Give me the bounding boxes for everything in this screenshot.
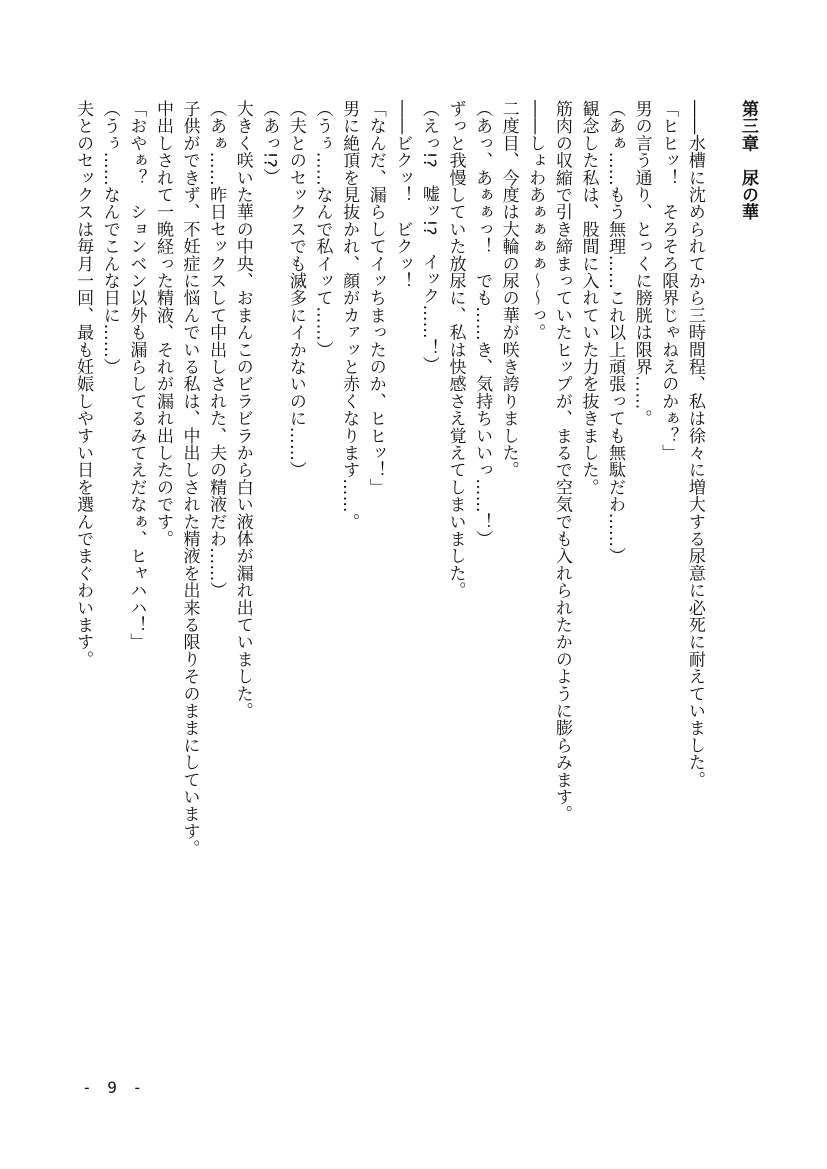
text-line: 二度目、今度は大輪の尿の華が咲き誇りました。 — [498, 100, 519, 479]
text-line: 夫とのセックスは毎月一回、最も妊娠しやすい日を選んでまぐわいます。 — [73, 100, 94, 668]
text-line: （あぁ……もう無理……これ以上頑張っても無駄だわ……） — [605, 100, 626, 565]
text-line: 子供ができず、不妊症に悩んでいる私は、中出しされた精液を出来る限りそのままにしています。 — [179, 100, 200, 857]
chapter-title: 第三章 尿の華 — [738, 100, 758, 221]
page-number: - 9 - — [82, 1078, 146, 1097]
text-line: ずっと我慢していた放尿に、私は快感さえ覚えてしまいました。 — [445, 100, 466, 599]
text-line: 男に絶頂を見抜かれ、顔がカァッと赤くなります……。 — [339, 100, 360, 530]
text-line: ――しょわあぁぁぁぁ～～っ。 — [525, 100, 546, 341]
text-line: 中出しされて一晩経った精液、それが漏れ出したのです。 — [152, 100, 173, 548]
text-line: （あっ、あぁぁっ！ でも……き、気持ちいいっ……！） — [472, 100, 493, 548]
text-line: 「ヒヒッ！ そろそろ限界じゃねえのかぁ？」 — [658, 100, 679, 462]
text-line: 「なんだ、漏らしてイッちまったのか、ヒヒッ！」 — [365, 100, 386, 496]
text-line: （夫とのセックスでも滅多にイかないのに……） — [285, 100, 306, 479]
text-line: （うぅ……なんでこんな日に……） — [99, 100, 120, 376]
text-line: ――ビクッ！ ビクッ！ — [392, 100, 413, 290]
text-line: （うぅ……なんで私イッて……） — [312, 100, 333, 358]
text-line: 男の言う通り、とっくに膀胱は限界……。 — [631, 100, 652, 427]
text-line: 筋肉の収縮で引き締まっていたヒップが、まるで空気でも入れられたかのように膨らみます。 — [551, 100, 572, 823]
text-line: 「おやぁ？ ションベン以外も漏らしてるみてえだなぁ、ヒャハハ！」 — [126, 100, 147, 651]
blank-line — [708, 100, 735, 1000]
text-line: （あぁ……昨日セックスして中出しされた、夫の精液だわ……） — [206, 100, 227, 599]
text-line: （えっ!? 嘘ッ!? イック……！） — [418, 100, 439, 374]
text-line: （あっ!?） — [259, 100, 280, 186]
text-line: 大きく咲いた華の中央、おまんこのビラビラから白い液体が漏れ出ていました。 — [232, 100, 253, 720]
text-line: ――水槽に沈められてから三時間程、私は徐々に増大する尿意に必死に耐えていました。 — [684, 100, 705, 788]
text-line: 観念した私は、股間に入れていた力を抜きました。 — [578, 100, 599, 496]
page-text — [70, 100, 761, 1000]
